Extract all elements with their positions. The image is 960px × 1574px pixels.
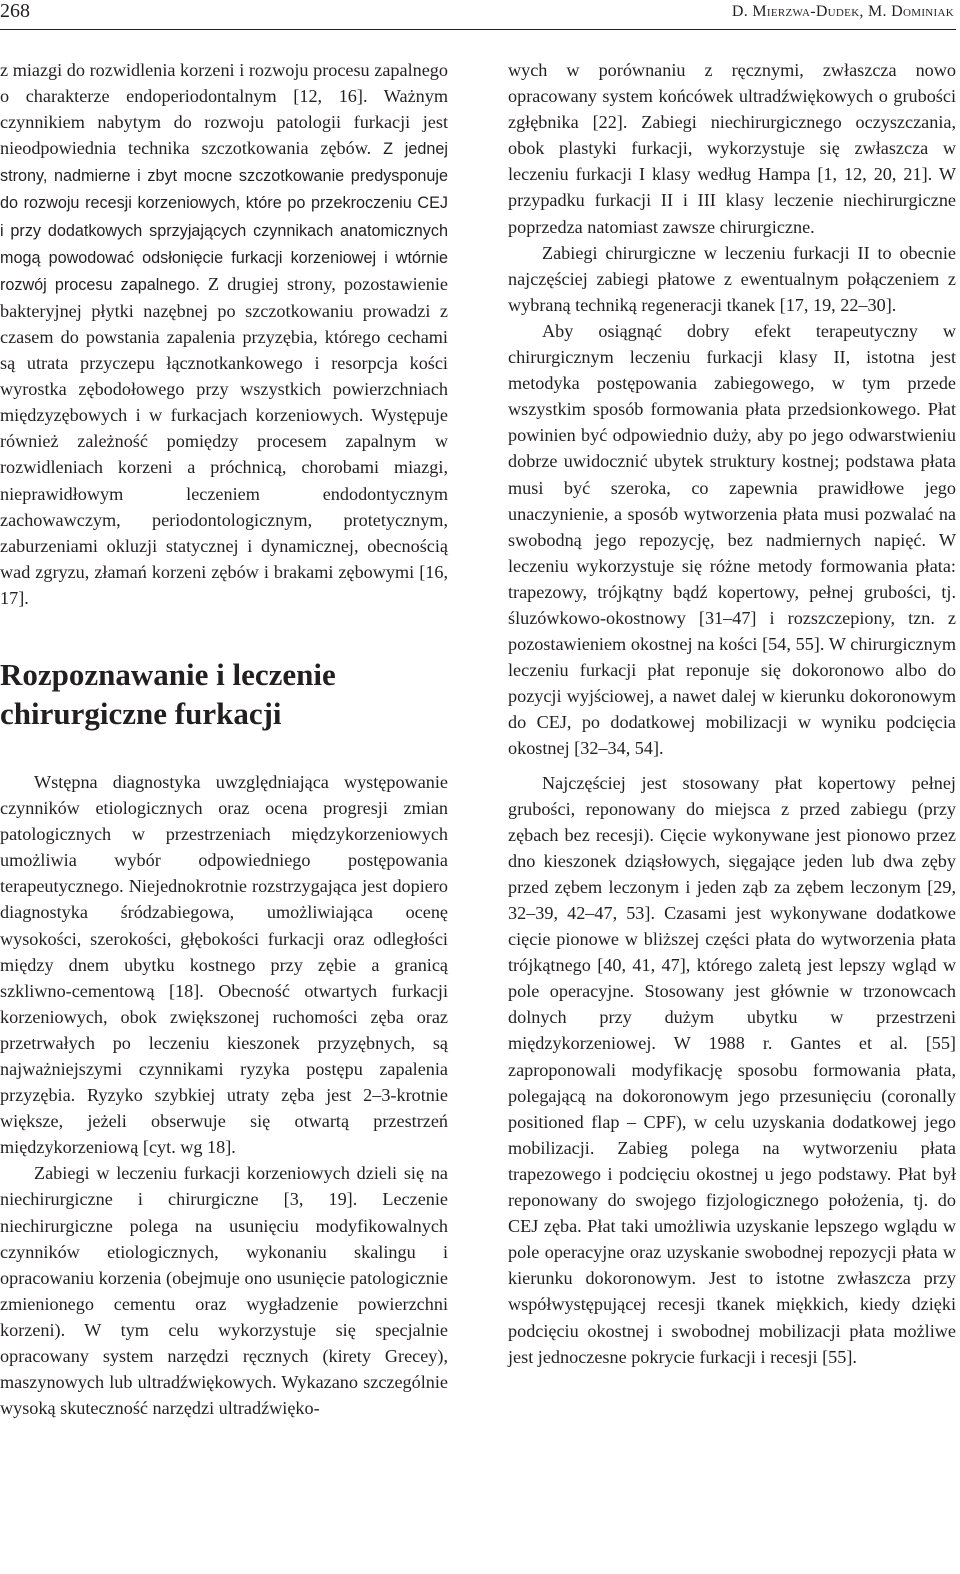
section-heading: Rozpoznawanie i leczenie chirurgiczne furkacji (0, 656, 336, 731)
body-paragraph: Najczęściej jest stosowany płat kopertowy pełnej grubości, reponowany do miejsca z przed zabiegu (przy zębach bez recesji). Cięcie wykonywane jest pionowo przez dno kieszonek dziąsłowych, sięgające jeden lub dwa zęby przed zębem leczonym i jeden ząb za zębem leczonym [29, 32–39, 42–47, 53]. Czasami jest wykonywane dodatkowe cięcie pionowe w bliższej części płata do wytworzenia płata trójkątnego [40, 41, 47], którego zaletą jest lepszy wgląd w pole operacyjne. Stosowany jest głównie w trzonowcach dolnych przy dużym ubytku w przestrzeni międzykorzeniowej. W 1988 r. Gantes et al. [55] zaproponowali modyfikację sposobu formowania płata, polegającą na dokoronowym jego przesunięciu (coronally positioned flap – CPF), w celu uzyskania dodatkowej jego mobilizacji. Zabieg polega na wytworzeniu płata trapezowego i podcięciu okostnej u jego podstawy. Płat był reponowany do swojego fizjologicznego położenia, tj. do CEJ zęba. Płat taki umożliwia uzyskanie lepszego wglądu w pole operacyjne oraz uzyskanie swobodnej repozycji płata w kierunku dokoronowym. Jest to istotne zwłaszcza przy współwystępującej recesji tkanek miękkich, kiedy dzięki podcięciu okostnej i swobodnej mobilizacji płata możliwe jest jednoczesne pokrycie furkacji i recesji [55]. (508, 772, 956, 1367)
running-header (0, 0, 960, 30)
body-paragraph (0, 57, 448, 611)
body-paragraph: Zabiegi chirurgiczne w leczeniu furkacji II to obecnie najczęściej zabiegi płatowe z ewentualnym połączeniem z wybraną techniką regeneracji tkanek [17, 19, 22–30]. (508, 242, 956, 315)
body-paragraph: Wstępna diagnostyka uwzględniająca występowanie czynników etiologicznych oraz ocena progresji zmian patologicznych w przestrzeniach międzykorzeniowych umożliwia wybór odpowiedniego postępowania terapeutycznego. Niejednokrotnie rozstrzygająca jest dopiero diagnostyka śródzabiegowa, umożliwiająca ocenę wysokości, szerokości, głębokości furkacji oraz odległości między dnem ubytku kostnego przy zębie a granicą szkliwno-cementową [18]. Obecność otwartych furkacji korzeniowych, obok zwiększonej ruchomości zęba oraz przetrwałych po leczeniu kieszonek przyzębnych, są najważniejszymi czynnikami ryzyka postępu zapalenia przyzębia. Ryzyko szybkiej utraty zęba jest 2–3-krotnie większe, jeżeli obserwuje się otwartą przestrzeń międzykorzeniową [cyt. wg 18]. (0, 771, 448, 1158)
paragraph-text-sans: Z jednej strony, nadmierne i zbyt mocne szczotkowanie predysponuje do rozwoju recesji korzeniowych, które po przekroczeniu CEJ i przy dodatkowych sprzyjających czynnikach anatomicznych mogą powodować odsłonięcie furkacji korzeniowej i wtórnie rozwój procesu zapalnego. (0, 140, 448, 294)
running-head-authors: D. Mierzwa-Dudek, M. Dominiak (731, 3, 954, 20)
paragraph-text: Z drugiej strony, pozostawienie bakteryjnej płytki nazębnej po szczotkowaniu prowadzi z czasem do powstania zapalenia przyzębia, którego cechami są utrata przyczepu łącznotkankowego i resorpcja kości wyrostka zębodołowego przy wszystkich powierzchniach międzyzębowych i w furkacjach korzeniowych. Występuje również zależność pomiędzy procesem zapalnym w rozwidleniach korzeni a próchnicą, chorobami miazgi, nieprawidłowym leczeniem endodontycznym zachowawczym, periodontologicznym, protetycznym, zaburzeniami okluzji statycznej i dynamicznej, obecnością wad zgryzu, złamań korzeni zębów i brakami zębowymi [16, 17]. (0, 273, 448, 608)
left-column (0, 57, 448, 1421)
body-paragraph: Zabiegi w leczeniu furkacji korzeniowych dzieli się na niechirurgiczne i chirurgiczne [3, 19]. Leczenie niechirurgiczne polega na usunięciu modyfikowalnych czynników etiologicznych, wykonaniu skalingu i opracowaniu korzenia (obejmuje ono usunięcie patologicznie zmienionego cementu oraz wygładzenie powierzchni korzeni). W tym celu wykorzystuje się specjalnie opracowany system narzędzi ręcznych (kirety Grecey), maszynowych lub ultradźwiękowych. Wykazano szczególnie wysoką skuteczność narzędzi ultradźwięko- (0, 1163, 448, 1419)
paragraph-text: z miazgi do rozwidlenia korzeni i rozwoju procesu zapalnego o charakterze endoperiodontalnym [12, 16]. Ważnym czynnikiem nabytym do rozwoju patologii furkacji jest nieodpowiednia technika szczotkowania zębów. (0, 60, 448, 159)
body-paragraph: wych w porównaniu z ręcznymi, zwłaszcza nowo opracowany system końcówek ultradźwiękowych o grubości zgłębnika [22]. Zabiegi niechirurgicznego oczyszczania, obok plastyki furkacji, wykorzystuje się zwłaszcza w leczeniu furkacji I klasy według Hampa [1, 12, 20, 21]. W przypadku furkacji II i III klasy leczenie niechirurgiczne poprzedza natomiast zawsze chirurgiczne. (508, 60, 956, 237)
header-rule (0, 29, 956, 30)
page-number: 268 (0, 0, 30, 22)
right-column (508, 57, 956, 1370)
body-paragraph: Aby osiągnąć dobry efekt terapeutyczny w chirurgicznym leczeniu furkacji klasy II, istotna jest metodyka postępowania zabiegowego, w tym przede wszystkim sposób formowania płata przedsionkowego. Płat powinien być odpowiednio duży, aby po jego odwarstwieniu dobrze uwidocznić ubytek struktury kostnej; podstawa płata musi być szeroka, co zapewnia prawidłowe jego unaczynienie, a sposób wytworzenia płata musi pozwalać na swobodną jego repozycję, bez nadmiernych napięć. W leczeniu wykorzystuje się różne metody formowania płata: trapezowy, trójkątny bądź kopertowy, pełnej grubości, tj. śluzówkowo-okostnowy [31–47] i rozszczepiony, tzn. z pozostawieniem okostnej na kości [54, 55]. W chirurgicznym leczeniu furkacji płat reponuje się dokoronowo albo do pozycji wyjściowej, a nawet dalej w kierunku dokoronowym do CEJ, po dodatkowej mobilizacji w wyniku podcięcia okostnej [32–34, 54]. (508, 320, 956, 759)
